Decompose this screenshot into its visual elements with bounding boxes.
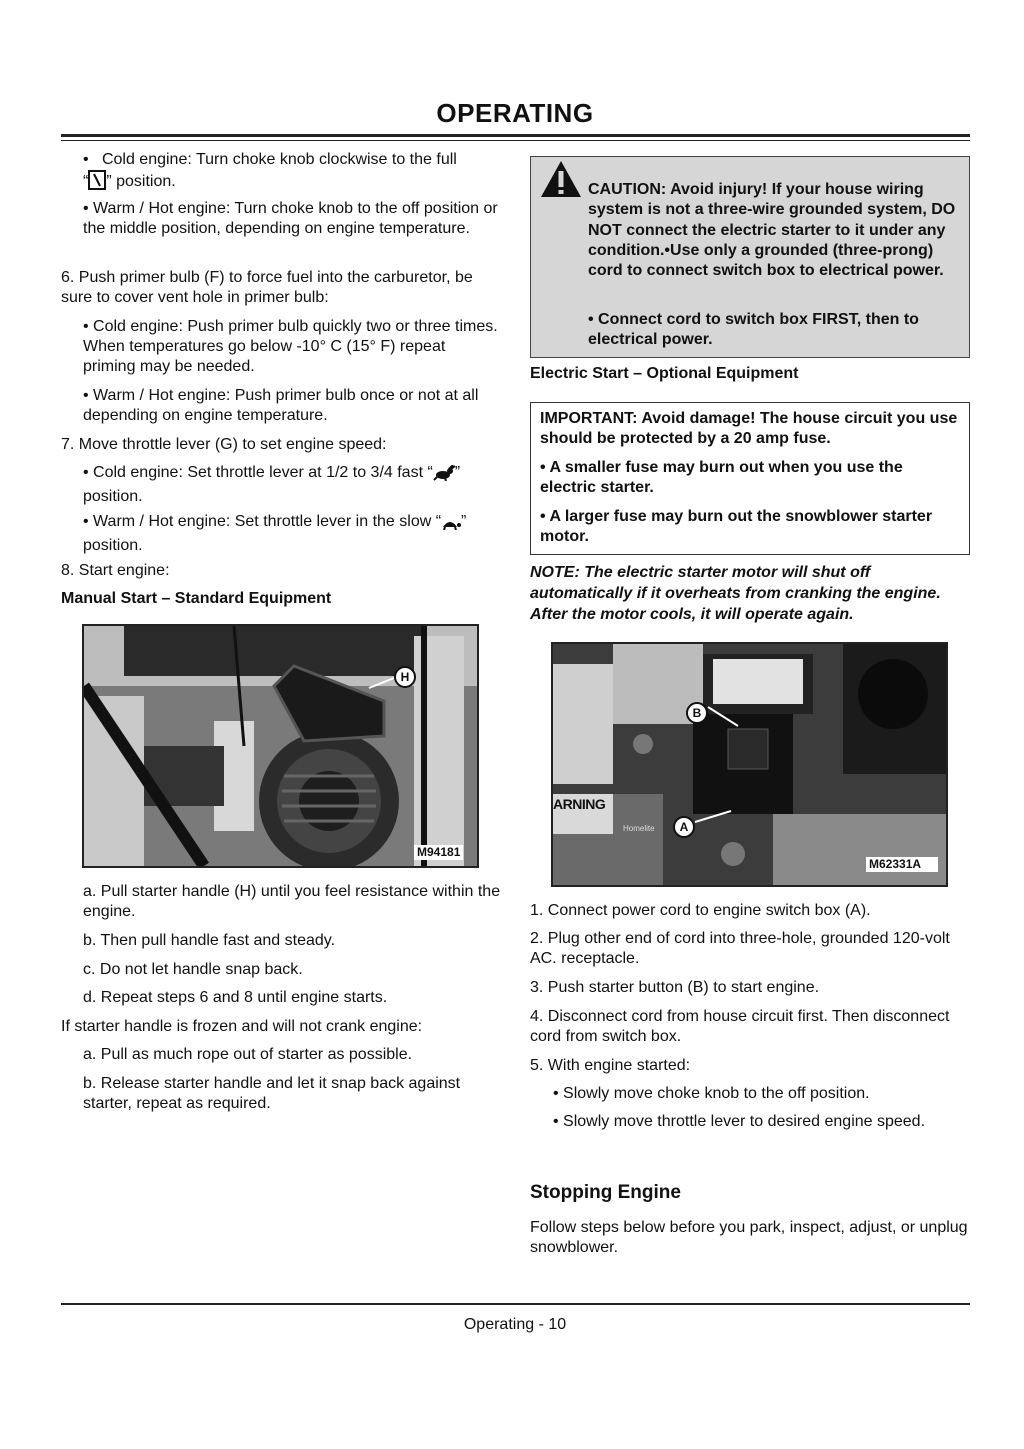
- choke-cold-text: Cold engine: Turn choke knob clockwise to the full: [101, 151, 457, 168]
- throttle-cold-quote: ”: [454, 464, 461, 481]
- caution-text: CAUTION: Avoid injury! If your house wiring system is not a three-wire grounded system, DO NOT connect the electric starter to it under any condition.•Use only a grounded (three-prong) cord to connect switch box to electrical power.: [588, 181, 956, 280]
- important-bullet-2: • A larger fuse may burn out the snowblower starter motor.: [540, 508, 933, 545]
- step-6: 6. Push primer bulb (F) to force fuel into the carburetor, be sure to cover vent hole in primer bulb:: [61, 269, 473, 306]
- bullet: •: [83, 151, 89, 168]
- stopping-engine-text: Follow steps below before you park, inspect, adjust, or unplug snowblower.: [530, 1219, 968, 1256]
- callout-b: B: [686, 702, 708, 724]
- electric-start-heading: Electric Start – Optional Equipment: [530, 365, 799, 382]
- started-bullet-1: • Slowly move choke knob to the off position.: [553, 1085, 870, 1102]
- caution-bullet: • Connect cord to switch box FIRST, then to electrical power.: [588, 311, 919, 349]
- turtle-slow-icon: [441, 516, 461, 536]
- callout-h: H: [394, 666, 416, 688]
- step-5: 5. With engine started:: [530, 1057, 691, 1074]
- electric-start-photo: [551, 642, 948, 887]
- step-a: a. Pull starter handle (H) until you feel resistance within the engine.: [83, 883, 501, 920]
- switch-box-illustration: [553, 644, 946, 885]
- note-text: NOTE: The electric starter motor will shut off automatically if it overheats from cranking the engine. After the motor cools, it will operate again.: [530, 564, 941, 623]
- step-3: 3. Push starter button (B) to start engine.: [530, 979, 820, 996]
- callout-a: A: [673, 816, 695, 838]
- important-text: IMPORTANT: Avoid damage! The house circuit you use should be protected by a 20 amp fuse.: [540, 410, 958, 447]
- frozen-step-a: a. Pull as much rope out of starter as possible.: [83, 1046, 413, 1063]
- footer-rule: [61, 1303, 970, 1305]
- warning-triangle-icon: [539, 159, 583, 204]
- rabbit-fast-icon: [433, 465, 455, 487]
- step-c: c. Do not let handle snap back.: [83, 961, 303, 978]
- step-1: 1. Connect power cord to engine switch box (A).: [530, 902, 871, 919]
- engine-illustration: [84, 626, 477, 866]
- page-number: Operating - 10: [463, 1316, 567, 1333]
- brand-decal-text: Homelite: [623, 824, 655, 833]
- figure-label: M94181: [414, 845, 463, 860]
- manual-start-heading: Manual Start – Standard Equipment: [61, 590, 332, 607]
- choke-warm-item: • Warm / Hot engine: Turn choke knob to the off position or the middle position, depending on engine temperature.: [83, 200, 498, 237]
- manual-start-photo: [82, 624, 479, 868]
- step-d: d. Repeat steps 6 and 8 until engine starts.: [83, 989, 388, 1006]
- step-8: 8. Start engine:: [61, 562, 170, 579]
- open-quote: “: [83, 173, 89, 190]
- throttle-warm-position: position.: [83, 537, 143, 554]
- step-2: 2. Plug other end of cord into three-hole, grounded 120-volt AC. receptacle.: [530, 930, 950, 967]
- frozen-intro: If starter handle is frozen and will not crank engine:: [61, 1018, 423, 1035]
- choke-full-icon: [88, 170, 106, 196]
- throttle-warm-quote: ”: [461, 513, 467, 530]
- warning-decal-text: ARNING: [553, 796, 606, 812]
- important-bullet-1: • A smaller fuse may burn out when you use the electric starter.: [540, 459, 903, 496]
- step-7: 7. Move throttle lever (G) to set engine speed:: [61, 436, 387, 453]
- primer-warm-item: • Warm / Hot engine: Push primer bulb once or not at all depending on engine temperature.: [83, 387, 479, 424]
- figure-label: M62331A: [866, 857, 938, 872]
- throttle-warm-text: • Warm / Hot engine: Set throttle lever in the slow “: [83, 513, 442, 530]
- choke-cold-item: [83, 150, 501, 196]
- throttle-cold-position: position.: [83, 488, 143, 505]
- frozen-step-b: b. Release starter handle and let it snap back against starter, repeat as required.: [83, 1075, 461, 1112]
- started-bullet-2: • Slowly move throttle lever to desired engine speed.: [553, 1113, 926, 1130]
- throttle-warm-item: [83, 512, 501, 556]
- page-title: OPERATING: [436, 98, 594, 128]
- caution-box: [530, 156, 970, 358]
- step-4: 4. Disconnect cord from house circuit first. Then disconnect cord from switch box.: [530, 1008, 950, 1045]
- stopping-engine-heading: Stopping Engine: [530, 1182, 681, 1203]
- header-rule-thick: [61, 134, 970, 137]
- primer-cold-item: • Cold engine: Push primer bulb quickly two or three times. When temperatures go below -10° C (15° F) repeat priming may be needed.: [83, 318, 498, 375]
- throttle-cold-text: • Cold engine: Set throttle lever at 1/2 to 3/4 fast “: [83, 464, 433, 481]
- throttle-cold-item: [83, 463, 501, 507]
- important-box: [530, 402, 970, 555]
- step-b: b. Then pull handle fast and steady.: [83, 932, 336, 949]
- choke-cold-text-end: ” position.: [106, 173, 176, 190]
- header-rule-thin: [61, 140, 970, 141]
